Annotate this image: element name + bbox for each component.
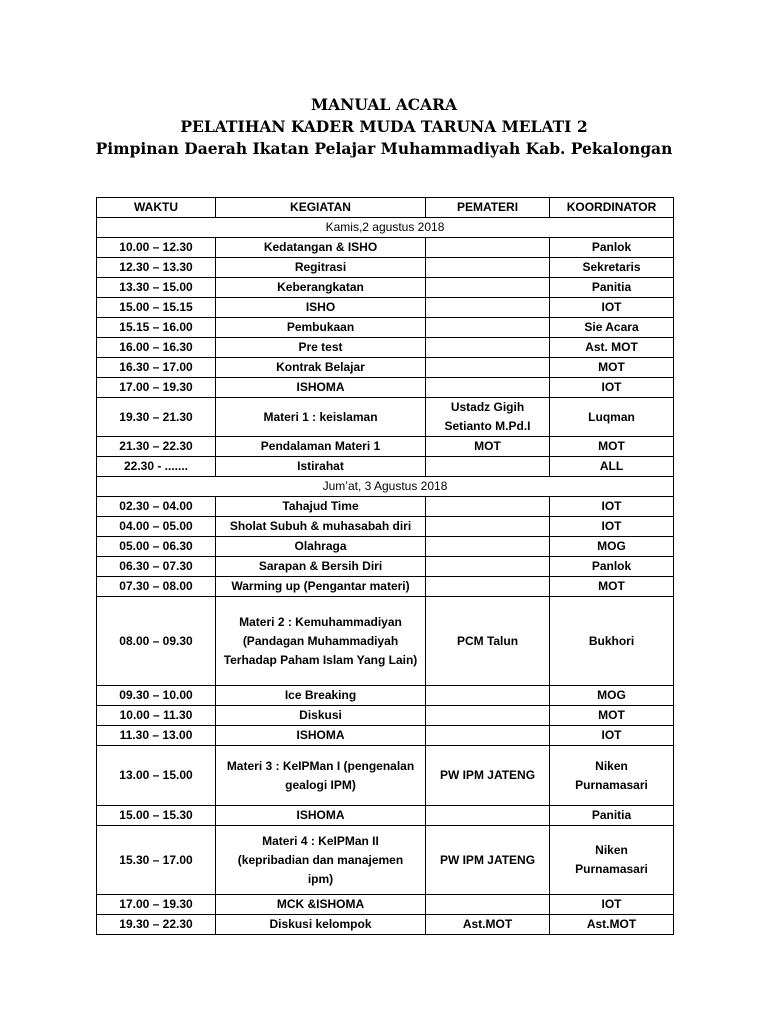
title-line-1: MANUAL ACARA [310,95,457,114]
cell-koordinator: IOT [550,378,674,398]
table-row [97,457,674,477]
cell-waktu: 10.00 – 11.30 [97,706,216,726]
table-row [97,895,674,915]
cell-kegiatan: Keberangkatan [216,278,426,298]
cell-pemateri [426,806,550,826]
cell-waktu: 15.00 – 15.15 [97,298,216,318]
cell-waktu: 17.00 – 19.30 [97,895,216,915]
cell-kegiatan: Materi 1 : keislaman [216,398,426,437]
table-row [97,258,674,278]
table-row [97,318,674,338]
title-line-3: Pimpinan Daerah Ikatan Pelajar Muhammadiyah Kab. Pekalongan [95,139,673,158]
cell-waktu: 21.30 – 22.30 [97,437,216,457]
cell-koordinator: Luqman [550,398,674,437]
header-koordinator: KOORDINATOR [550,198,674,218]
table-row [97,338,674,358]
cell-pemateri [426,895,550,915]
header-pemateri: PEMATERI [426,198,550,218]
cell-waktu: 09.30 – 10.00 [97,686,216,706]
cell-koordinator: IOT [550,726,674,746]
table-row [97,726,674,746]
cell-waktu: 07.30 – 08.00 [97,577,216,597]
cell-kegiatan: Olahraga [216,537,426,557]
cell-koordinator: MOG [550,537,674,557]
cell-kegiatan: MCK &ISHOMA [216,895,426,915]
cell-kegiatan: ISHOMA [216,726,426,746]
cell-pemateri [426,726,550,746]
cell-pemateri [426,338,550,358]
cell-pemateri [426,537,550,557]
cell-kegiatan: Pendalaman Materi 1 [216,437,426,457]
table-row [97,577,674,597]
cell-koordinator: IOT [550,497,674,517]
cell-kegiatan: Sarapan & Bersih Diri [216,557,426,577]
cell-kegiatan: Kedatangan & ISHO [216,238,426,258]
table-row [97,826,674,895]
schedule-table [96,197,674,935]
table-row [97,806,674,826]
cell-koordinator: Panlok [550,238,674,258]
cell-koordinator: MOT [550,358,674,378]
cell-kegiatan: Ice Breaking [216,686,426,706]
day-label: Jum’at, 3 Agustus 2018 [97,477,674,497]
table-row [97,278,674,298]
cell-pemateri: PW IPM JATENG [426,826,550,895]
cell-kegiatan: ISHOMA [216,806,426,826]
cell-koordinator: Ast.MOT [550,915,674,935]
cell-pemateri: MOT [426,437,550,457]
cell-kegiatan: Tahajud Time [216,497,426,517]
table-row [97,517,674,537]
cell-pemateri [426,378,550,398]
cell-koordinator: IOT [550,517,674,537]
cell-pemateri [426,577,550,597]
header-waktu: WAKTU [97,198,216,218]
cell-koordinator: Sie Acara [550,318,674,338]
cell-pemateri [426,238,550,258]
cell-waktu: 17.00 – 19.30 [97,378,216,398]
document-header [0,94,768,160]
cell-waktu: 15.15 – 16.00 [97,318,216,338]
cell-kegiatan: Regitrasi [216,258,426,278]
table-row [97,686,674,706]
cell-waktu: 16.00 – 16.30 [97,338,216,358]
cell-waktu: 13.30 – 15.00 [97,278,216,298]
cell-koordinator: ALL [550,457,674,477]
cell-waktu: 15.00 – 15.30 [97,806,216,826]
cell-waktu: 08.00 – 09.30 [97,597,216,686]
table-header-row [97,198,674,218]
cell-waktu: 02.30 – 04.00 [97,497,216,517]
cell-pemateri [426,278,550,298]
cell-kegiatan: Materi 3 : KeIPMan I (pengenalan gealogi IPM) [216,746,426,806]
cell-kegiatan: Diskusi kelompok [216,915,426,935]
cell-waktu: 16.30 – 17.00 [97,358,216,378]
cell-koordinator: MOT [550,577,674,597]
cell-waktu: 04.00 – 05.00 [97,517,216,537]
cell-kegiatan: Pembukaan [216,318,426,338]
cell-waktu: 12.30 – 13.30 [97,258,216,278]
table-row [97,238,674,258]
table-row [97,557,674,577]
table-row [97,915,674,935]
cell-kegiatan: Sholat Subuh & muhasabah diri [216,517,426,537]
title-line-2: PELATIHAN KADER MUDA TARUNA MELATI 2 [180,117,588,136]
cell-pemateri: PW IPM JATENG [426,746,550,806]
cell-pemateri [426,298,550,318]
cell-pemateri: Ustadz Gigih Setianto M.Pd.I [426,398,550,437]
table-row [97,597,674,686]
cell-waktu: 15.30 – 17.00 [97,826,216,895]
cell-koordinator: Bukhori [550,597,674,686]
cell-kegiatan: ISHO [216,298,426,318]
cell-koordinator: Ast. MOT [550,338,674,358]
cell-koordinator: Niken Purnamasari [550,826,674,895]
day-label-row [97,218,674,238]
cell-waktu: 05.00 – 06.30 [97,537,216,557]
cell-pemateri: Ast.MOT [426,915,550,935]
cell-pemateri [426,497,550,517]
cell-pemateri [426,706,550,726]
table-row [97,437,674,457]
table-row [97,298,674,318]
cell-pemateri [426,457,550,477]
cell-pemateri [426,517,550,537]
cell-waktu: 19.30 – 21.30 [97,398,216,437]
cell-koordinator: IOT [550,298,674,318]
cell-kegiatan: Pre test [216,338,426,358]
cell-pemateri: PCM Talun [426,597,550,686]
cell-koordinator: MOT [550,706,674,726]
cell-pemateri [426,258,550,278]
cell-kegiatan: Kontrak Belajar [216,358,426,378]
table-row [97,378,674,398]
cell-kegiatan: Warming up (Pengantar materi) [216,577,426,597]
cell-waktu: 06.30 – 07.30 [97,557,216,577]
cell-koordinator: MOG [550,686,674,706]
cell-waktu: 10.00 – 12.30 [97,238,216,258]
table-row [97,706,674,726]
table-row [97,358,674,378]
cell-waktu: 22.30 - ....... [97,457,216,477]
day-label: Kamis,2 agustus 2018 [97,218,674,238]
cell-pemateri [426,686,550,706]
day-label-row [97,477,674,497]
cell-koordinator: Panlok [550,557,674,577]
cell-koordinator: MOT [550,437,674,457]
cell-pemateri [426,557,550,577]
cell-pemateri [426,318,550,338]
cell-kegiatan: Materi 2 : Kemuhammadiyan (Pandagan Muhammadiyah Terhadap Paham Islam Yang Lain) [216,597,426,686]
table-row [97,398,674,437]
cell-koordinator: Sekretaris [550,258,674,278]
table-row [97,746,674,806]
cell-kegiatan: Istirahat [216,457,426,477]
table-row [97,537,674,557]
cell-koordinator: Panitia [550,278,674,298]
cell-koordinator: Panitia [550,806,674,826]
cell-pemateri [426,358,550,378]
cell-waktu: 19.30 – 22.30 [97,915,216,935]
cell-koordinator: IOT [550,895,674,915]
cell-waktu: 13.00 – 15.00 [97,746,216,806]
header-kegiatan: KEGIATAN [216,198,426,218]
cell-waktu: 11.30 – 13.00 [97,726,216,746]
cell-kegiatan: ISHOMA [216,378,426,398]
cell-kegiatan: Materi 4 : KeIPMan II (kepribadian dan manajemen ipm) [216,826,426,895]
table-row [97,497,674,517]
cell-koordinator: Niken Purnamasari [550,746,674,806]
cell-kegiatan: Diskusi [216,706,426,726]
